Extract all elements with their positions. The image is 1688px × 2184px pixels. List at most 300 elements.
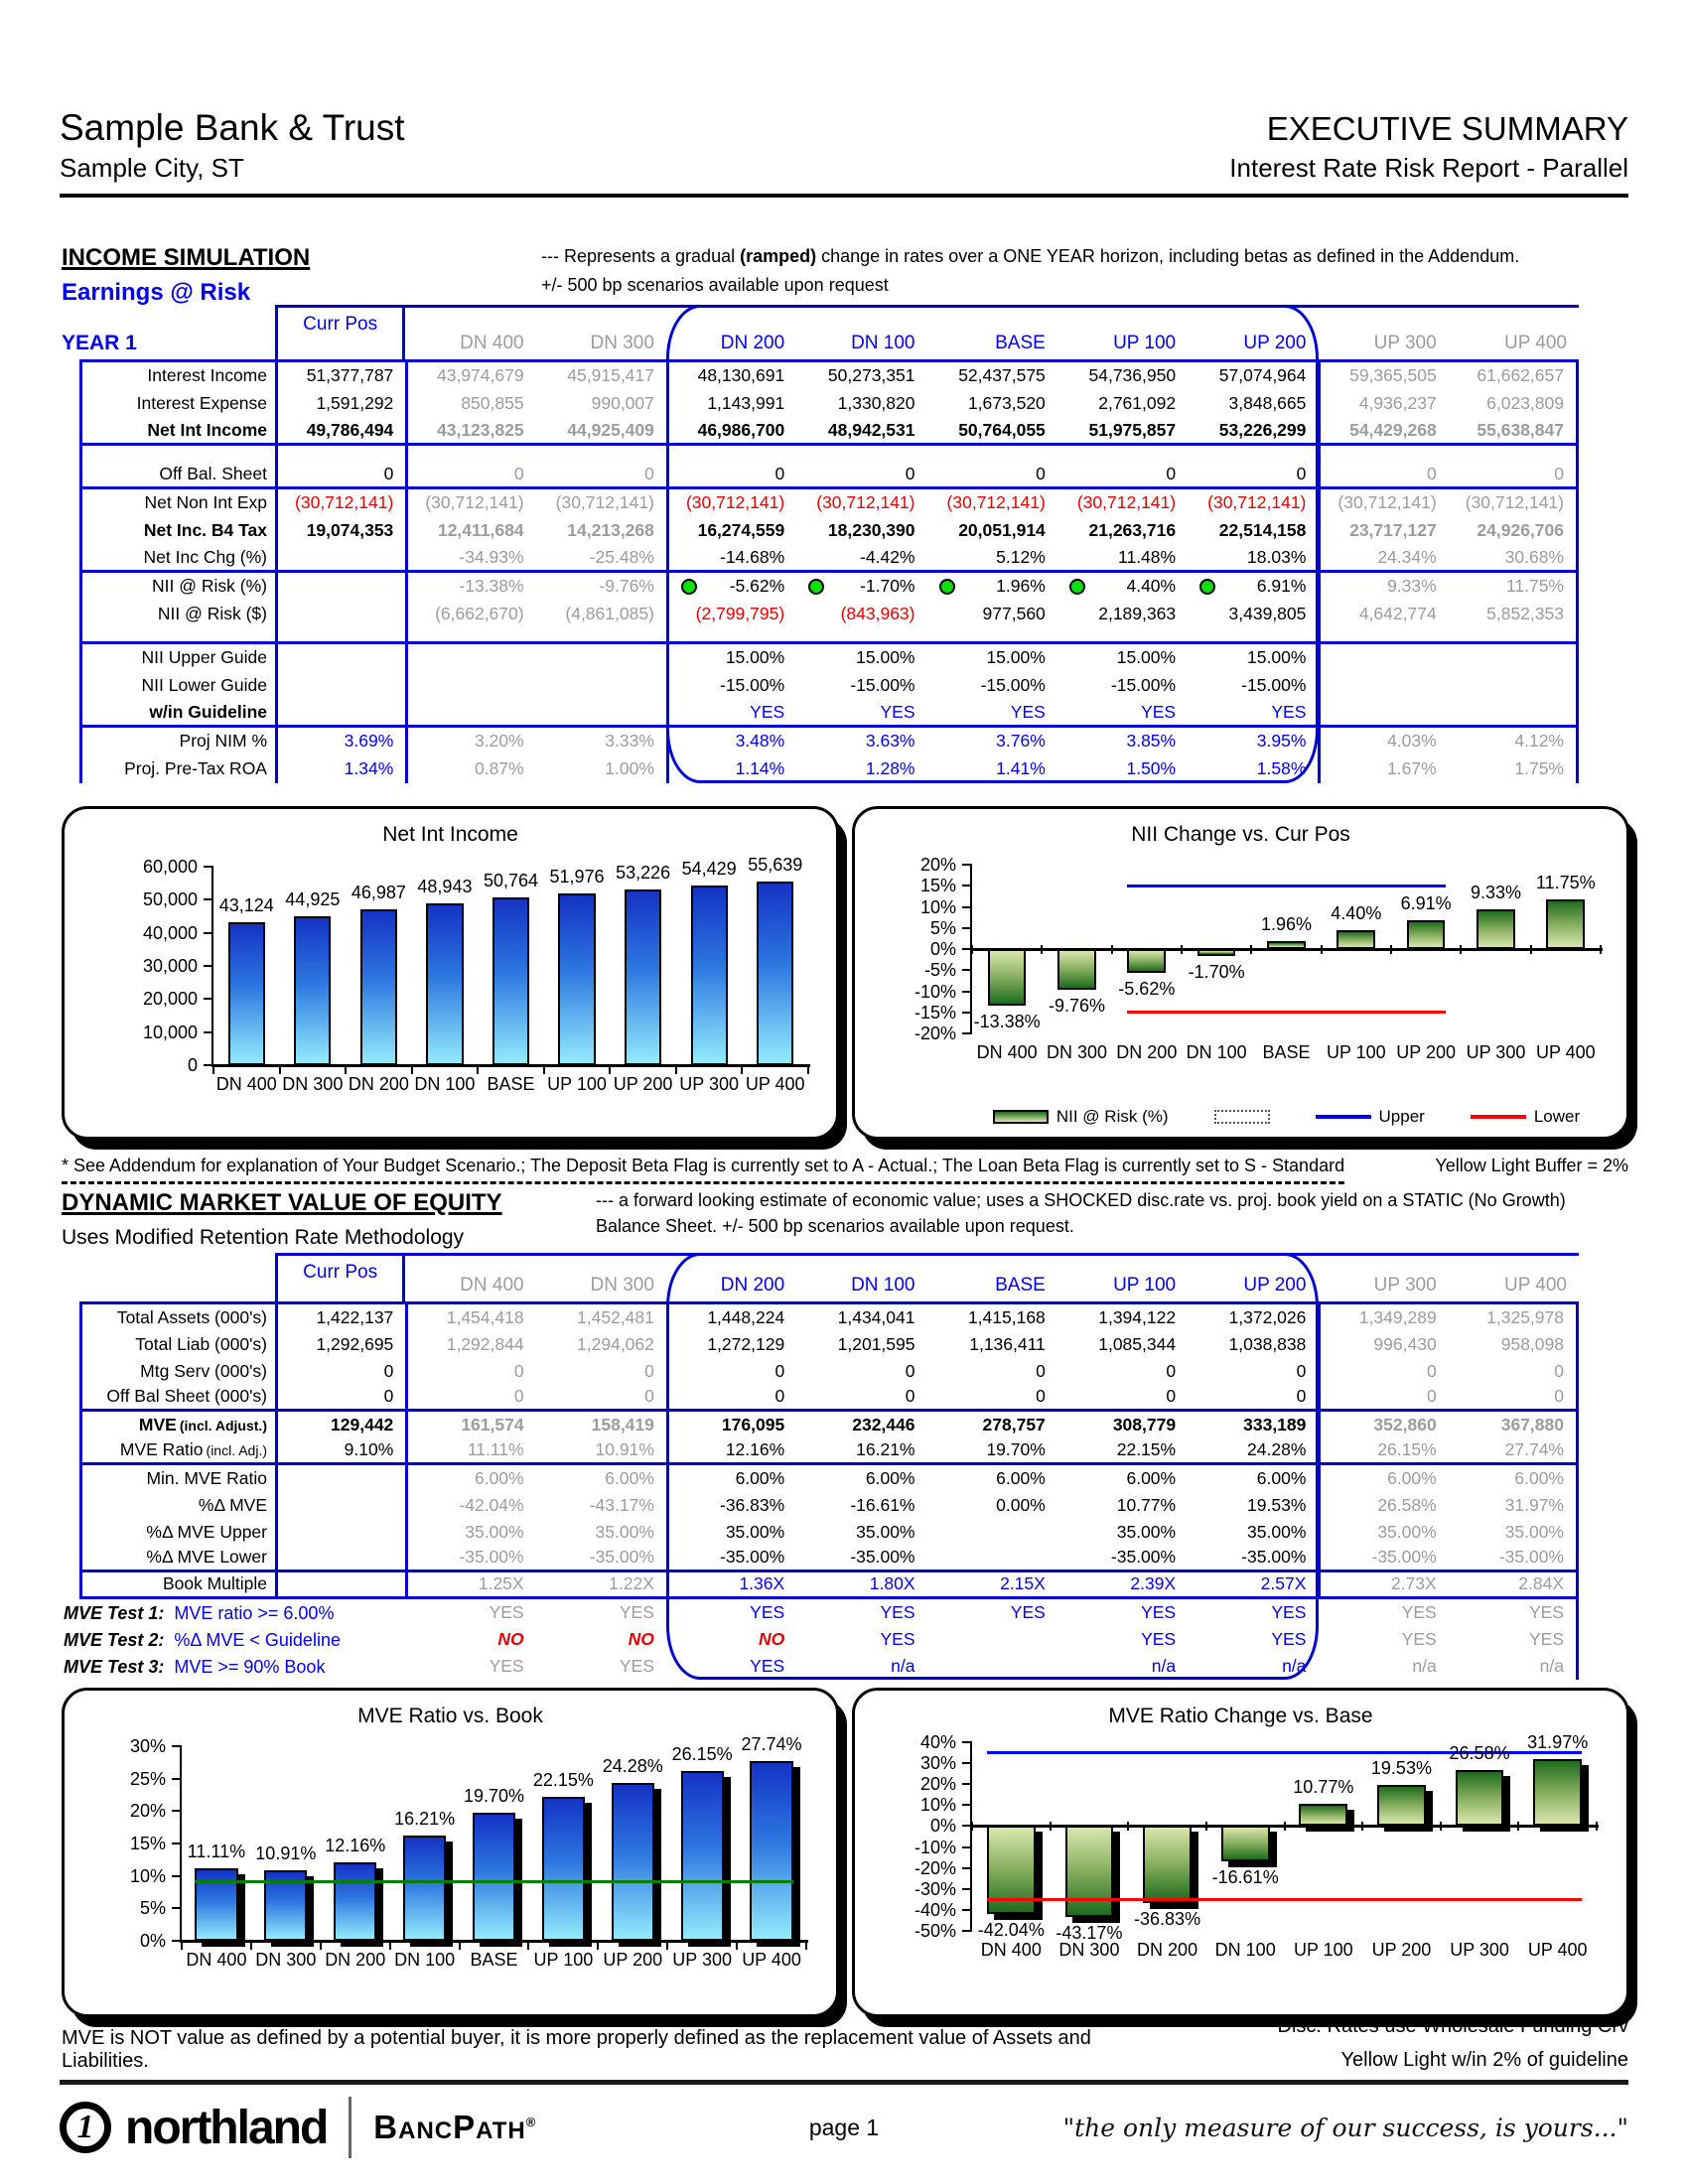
- table-cell: [536, 1519, 666, 1546]
- bar-dn400: [228, 922, 265, 1065]
- bar-value-label: 1.96%: [1260, 913, 1313, 934]
- cell-value: 3,848,665: [1228, 393, 1307, 414]
- y-tick-label: 10%: [129, 1865, 166, 1886]
- lower-guide-line: [1127, 1011, 1445, 1014]
- table-cell: [1057, 1492, 1188, 1519]
- table-cell: [536, 1304, 666, 1331]
- cell-value: 1.22X: [609, 1573, 654, 1594]
- table-cell: [275, 628, 405, 641]
- table-cell: [405, 390, 535, 418]
- x-tick-mark: [1111, 945, 1113, 954]
- cell-value: -35.00%: [589, 1547, 654, 1568]
- table-cell: [405, 644, 535, 672]
- table-cell: [405, 489, 535, 517]
- test-label-prefix: MVE Test 1:: [64, 1602, 165, 1623]
- table-cell: [405, 418, 535, 443]
- cell-value: 12.16%: [725, 1439, 785, 1460]
- table-cell: [405, 1546, 535, 1570]
- x-tick-mark: [1530, 945, 1532, 954]
- mve-ratio-chart: [62, 1688, 839, 2017]
- category-label: UP 200: [1396, 1042, 1457, 1062]
- cell-value: 1,143,991: [707, 393, 785, 414]
- footer-rule: [60, 2080, 1628, 2085]
- table-row: [79, 1358, 1579, 1385]
- x-tick-mark: [1390, 945, 1392, 954]
- table-cell: [405, 1438, 535, 1462]
- table-cell: [275, 489, 405, 517]
- cell-value: 0: [1036, 1386, 1046, 1407]
- x-tick-mark: [1050, 1822, 1052, 1831]
- cell-value: 4.12%: [1514, 731, 1564, 751]
- table-cell: [796, 1492, 926, 1519]
- legend-item: [1471, 1107, 1580, 1127]
- table-row: [79, 700, 1579, 728]
- table-cell: YES: [1141, 1628, 1177, 1649]
- northland-bancpath-logo: [60, 2097, 536, 2158]
- cell-value: 6.91%: [1256, 576, 1307, 597]
- table-cell: YES: [880, 1628, 915, 1649]
- table-cell: YES: [1271, 1601, 1307, 1622]
- table-cell: [927, 1358, 1057, 1385]
- table-cell: [1318, 1519, 1448, 1546]
- category-label: BASE: [487, 1074, 535, 1094]
- table-cell: [927, 1653, 1057, 1680]
- table-row: [79, 1412, 1579, 1438]
- bar-up400: [750, 1761, 792, 1941]
- table-cell: [927, 446, 1057, 462]
- table-cell: [1057, 390, 1188, 418]
- table-cell: n/a: [1449, 1653, 1579, 1680]
- table-cell: [666, 1519, 796, 1546]
- y-tick-label: 20%: [919, 855, 956, 875]
- scenario-header-base: BASE: [927, 305, 1057, 359]
- row-label: %Δ MVE Lower: [79, 1546, 275, 1570]
- footnote-left: * See Addendum for explanation of Your Budget Scenario.; The Deposit Beta Flag is currently set to A - Actual.; The Loan Beta Flag is currently set to S - Standard: [62, 1156, 1344, 1184]
- table-cell: [1449, 672, 1579, 700]
- cell-value: 11.48%: [1118, 546, 1177, 567]
- y-tick-label: -10%: [914, 981, 956, 1002]
- table-row: [79, 1385, 1579, 1412]
- table-cell: [1057, 1546, 1188, 1570]
- table-cell: [275, 1519, 405, 1546]
- table-cell: [1188, 1304, 1318, 1331]
- table-cell: [1188, 390, 1318, 418]
- table-cell: [536, 644, 666, 672]
- table-cell: [536, 1331, 666, 1358]
- table-cell: [1449, 1304, 1579, 1331]
- table-cell: YES: [1141, 1601, 1177, 1622]
- table-cell: [1449, 755, 1579, 783]
- table-cell: [1318, 700, 1448, 725]
- row-label-small: (incl. Adj.): [206, 1442, 267, 1458]
- table-cell: [927, 1519, 1057, 1546]
- y-tick-label: 40,000: [142, 922, 198, 943]
- table-cell: [927, 601, 1057, 628]
- income-section-note: [541, 246, 1604, 296]
- cell-value: -36.83%: [720, 1494, 785, 1515]
- cell-value: 1,136,411: [969, 1333, 1046, 1354]
- y-tick-label: -10%: [914, 1837, 956, 1857]
- table-cell: [666, 418, 796, 443]
- row-label: %Δ MVE: [79, 1492, 275, 1519]
- cell-value: 958,098: [1500, 1333, 1564, 1354]
- bar-value-label: -1.70%: [1188, 962, 1245, 983]
- table-cell: [1188, 1358, 1318, 1385]
- table-cell: [1318, 1465, 1448, 1492]
- cell-value: 0: [1426, 1386, 1437, 1407]
- chart-title: MVE Ratio Change vs. Base: [1108, 1705, 1373, 1727]
- mve-test-row: [64, 1653, 1579, 1680]
- table-cell: [1449, 1572, 1579, 1596]
- table-cell: [1188, 489, 1318, 517]
- scenario-header-up100: UP 100: [1057, 1253, 1188, 1301]
- cell-value: 6.00%: [605, 1467, 654, 1488]
- table-cell: [536, 390, 666, 418]
- cell-value: 18,230,390: [827, 520, 915, 541]
- cell-value: 232,446: [852, 1414, 915, 1434]
- cell-value: 4,642,774: [1358, 604, 1437, 624]
- table-cell: [1318, 1438, 1448, 1462]
- table-cell: [796, 1572, 926, 1596]
- cell-value: 15.00%: [986, 647, 1046, 668]
- category-label: DN 100: [394, 1950, 456, 1970]
- test-row-label: [64, 1599, 405, 1626]
- table-cell: [536, 418, 666, 443]
- table-cell: [405, 1412, 535, 1438]
- category-label: DN 300: [1058, 1940, 1120, 1960]
- cell-value: 1,448,224: [707, 1306, 785, 1327]
- cell-value: 22,514,158: [1218, 520, 1307, 541]
- tagline: "the only measure of our success, is yours...": [1062, 2113, 1628, 2142]
- table-cell: [796, 362, 926, 390]
- cell-value: 3.69%: [344, 731, 394, 751]
- cell-value: 16,274,559: [697, 520, 785, 541]
- cell-value: 1,452,481: [577, 1306, 654, 1327]
- cell-value: 54,736,950: [1088, 365, 1177, 386]
- table-cell: [666, 489, 796, 517]
- table-cell: [1318, 1304, 1448, 1331]
- cell-value: (2,799,795): [695, 604, 785, 624]
- cell-value: -42.04%: [459, 1494, 524, 1515]
- cell-value: 0: [1554, 1360, 1564, 1381]
- y-tick-label: 50,000: [142, 889, 198, 910]
- scenario-header-base: BASE: [927, 1253, 1057, 1301]
- table-cell: [1057, 1358, 1188, 1385]
- cell-value: (30,712,141): [555, 492, 654, 513]
- table-row: [79, 1546, 1579, 1572]
- cell-value: 1.67%: [1387, 758, 1437, 779]
- table-cell: [1318, 545, 1448, 570]
- logo-divider: [349, 2097, 352, 2158]
- table-cell: [796, 573, 926, 601]
- cell-value: 0: [1036, 1360, 1046, 1381]
- table-cell: [666, 755, 796, 783]
- cell-value: 1,085,344: [1098, 1333, 1177, 1354]
- table-cell: [1318, 462, 1448, 486]
- bar-up400: [757, 882, 793, 1065]
- cell-value: (30,712,141): [1337, 492, 1437, 513]
- legend-item: [1316, 1107, 1425, 1127]
- y-tick-label: 15%: [919, 876, 956, 896]
- cell-value: 176,095: [721, 1414, 785, 1434]
- table-cell: [927, 545, 1057, 570]
- cell-value: 1.25X: [478, 1573, 524, 1594]
- table-cell: [796, 446, 926, 462]
- cell-value: 1,394,122: [1098, 1306, 1177, 1327]
- cell-value: 19.53%: [1247, 1494, 1307, 1515]
- bar-value-label: 27.74%: [741, 1733, 802, 1754]
- green-light-icon: [939, 579, 955, 595]
- cell-value: 22.15%: [1116, 1439, 1177, 1460]
- table-cell: [796, 672, 926, 700]
- cell-value: 0: [644, 463, 654, 483]
- bank-name: Sample Bank & Trust: [60, 107, 405, 148]
- y-tick-label: 10%: [919, 896, 956, 917]
- cell-value: 6,023,809: [1486, 393, 1564, 414]
- table-cell: [666, 1546, 796, 1570]
- table-cell: [405, 573, 535, 601]
- category-label: DN 400: [980, 1940, 1042, 1960]
- cell-value: 1,454,418: [446, 1306, 524, 1327]
- cell-value: 278,757: [982, 1414, 1046, 1434]
- bar-value-label: 44,925: [285, 889, 341, 910]
- bar-up100: [1299, 1804, 1347, 1827]
- row-label: Off Bal. Sheet: [79, 462, 275, 486]
- cell-value: 352,860: [1373, 1414, 1437, 1434]
- cell-value: 0: [1426, 1360, 1437, 1381]
- disc-rate-note-line2: Yellow Light w/in 2% of guideline: [1340, 2049, 1628, 2071]
- report-subtitle: Interest Rate Risk Report - Parallel: [1229, 153, 1628, 183]
- cell-value: 1,372,026: [1228, 1306, 1307, 1327]
- table-cell: [666, 1438, 796, 1462]
- year-header-cell: [79, 1253, 275, 1301]
- row-label: NII @ Risk ($): [79, 601, 275, 628]
- test-label-criteria: MVE >= 90% Book: [174, 1656, 326, 1677]
- table-cell: [1188, 1572, 1318, 1596]
- category-label: UP 400: [745, 1074, 805, 1094]
- cell-value: 59,365,505: [1349, 365, 1437, 386]
- note1-post: change in rates over a ONE YEAR horizon, including betas as defined in the Addendum.: [816, 246, 1520, 266]
- category-label: DN 400: [215, 1074, 277, 1094]
- cell-value: 0: [513, 1360, 524, 1381]
- table-cell: [275, 1331, 405, 1358]
- cell-value: YES: [750, 701, 785, 722]
- table-cell: [1057, 1465, 1188, 1492]
- cell-value: -1.70%: [860, 576, 915, 597]
- cell-value: -15.00%: [980, 675, 1046, 696]
- scenario-header-dn400: DN 400: [405, 305, 535, 359]
- table-cell: [666, 628, 796, 641]
- cell-value: 1,272,129: [707, 1333, 785, 1354]
- category-label: UP 200: [1371, 1940, 1432, 1960]
- cell-value: 3.95%: [1256, 731, 1307, 751]
- cell-value: 2.84X: [1518, 1573, 1564, 1594]
- table-cell: [666, 672, 796, 700]
- legend-item: [1214, 1110, 1270, 1124]
- table-cell: [1188, 1385, 1318, 1409]
- cell-value: 0: [905, 1386, 915, 1407]
- table-cell: [1057, 462, 1188, 486]
- table-cell: [405, 517, 535, 545]
- table-cell: [275, 545, 405, 570]
- table-cell: [275, 1465, 405, 1492]
- x-tick-mark: [1127, 1822, 1129, 1831]
- table-cell: [1188, 601, 1318, 628]
- cell-value: 48,130,691: [697, 365, 785, 386]
- x-tick-mark: [389, 1941, 391, 1950]
- table-cell: [536, 1465, 666, 1492]
- table-cell: [1057, 1572, 1188, 1596]
- y-tick-label: 5%: [139, 1898, 166, 1919]
- cell-value: 6.00%: [1256, 1467, 1307, 1488]
- bar-value-label: 19.53%: [1370, 1758, 1432, 1779]
- x-tick-mark: [527, 1941, 529, 1950]
- x-tick-mark: [1181, 945, 1183, 954]
- table-cell: [796, 1385, 926, 1409]
- mve-table: [64, 1253, 1579, 1680]
- table-cell: [536, 1438, 666, 1462]
- table-cell: [1449, 644, 1579, 672]
- table-cell: [796, 644, 926, 672]
- table-cell: [1449, 1492, 1579, 1519]
- category-label: UP 100: [547, 1074, 607, 1094]
- table-cell: n/a: [891, 1655, 915, 1676]
- addendum-footnote: [62, 1156, 1628, 1184]
- table-cell: [405, 755, 535, 783]
- table-cell: [1057, 1412, 1188, 1438]
- cell-value: 52,437,575: [958, 365, 1046, 386]
- cell-value: 6.00%: [865, 1467, 915, 1488]
- row-label: Proj NIM %: [79, 728, 275, 755]
- cell-value: 1,292,844: [446, 1333, 524, 1354]
- table-cell: [1449, 489, 1579, 517]
- cell-value: (4,861,085): [565, 604, 654, 624]
- scenario-header-up400: UP 400: [1449, 305, 1579, 359]
- bar-value-label: -42.04%: [977, 1920, 1045, 1941]
- bar-dn100: [426, 903, 463, 1065]
- table-cell: YES: [750, 1601, 785, 1622]
- table-cell: [666, 700, 796, 725]
- table-row: [79, 1572, 1579, 1599]
- cell-value: -9.76%: [599, 576, 654, 597]
- cell-value: 1.41%: [996, 758, 1046, 779]
- cell-value: 1.58%: [1256, 758, 1307, 779]
- cell-value: 0: [774, 1386, 785, 1407]
- table-row: [79, 728, 1579, 755]
- table-row: [79, 362, 1579, 390]
- book-ratio-line: [195, 1880, 792, 1883]
- table-row: [79, 517, 1579, 545]
- x-tick-mark: [736, 1941, 738, 1950]
- table-cell: [927, 1546, 1057, 1570]
- x-tick-mark: [1460, 945, 1462, 954]
- cell-value: 158,419: [591, 1414, 654, 1434]
- cell-value: -34.93%: [459, 546, 524, 567]
- table-cell: [1449, 1546, 1579, 1570]
- x-tick-mark: [212, 1065, 214, 1074]
- y-tick-label: 10,000: [142, 1022, 198, 1042]
- table-cell: [1318, 628, 1448, 641]
- cell-value: 1,292,695: [316, 1333, 394, 1354]
- table-cell: [405, 1492, 535, 1519]
- row-label: w/in Guideline: [79, 700, 275, 725]
- logo-product: [373, 2109, 536, 2146]
- bar-value-label: 46,987: [351, 883, 406, 903]
- y-tick-label: 0%: [139, 1931, 166, 1951]
- bar-value-label: 50,764: [483, 870, 539, 890]
- table-cell: [536, 1385, 666, 1409]
- x-tick-mark: [543, 1065, 545, 1074]
- scenario-header-up400: UP 400: [1449, 1253, 1579, 1301]
- table-cell: [1057, 672, 1188, 700]
- bar-dn300: [294, 916, 331, 1065]
- table-cell: [796, 517, 926, 545]
- table-cell: [1318, 517, 1448, 545]
- table-cell: [1188, 545, 1318, 570]
- cell-value: 2,761,092: [1098, 393, 1177, 414]
- scenario-header-dn300: DN 300: [536, 305, 666, 359]
- table-cell: [1188, 573, 1318, 601]
- table-cell: YES: [1449, 1599, 1579, 1626]
- table-cell: [1057, 489, 1188, 517]
- bar-value-label: 48,943: [417, 876, 473, 896]
- cell-value: 0: [644, 1360, 654, 1381]
- bar-dn200: [1143, 1826, 1192, 1903]
- table-header-row: [79, 1253, 1579, 1304]
- cell-value: 0.87%: [474, 758, 524, 779]
- bar-value-label: -16.61%: [1211, 1866, 1279, 1887]
- test-row-label: [64, 1653, 405, 1680]
- table-cell: [536, 1358, 666, 1385]
- mve-ratio-change-chart: [852, 1688, 1629, 2017]
- cell-value: 54,429,268: [1349, 419, 1437, 440]
- table-cell: [927, 700, 1057, 725]
- table-cell: [666, 1358, 796, 1385]
- table-row: [79, 1492, 1579, 1519]
- category-label: DN 100: [1214, 1940, 1276, 1960]
- table-cell: [927, 644, 1057, 672]
- bar-value-label: 55,639: [748, 854, 803, 875]
- table-cell: [666, 545, 796, 570]
- table-cell: [536, 1572, 666, 1596]
- table-cell: [1449, 601, 1579, 628]
- cell-value: 1.96%: [996, 576, 1046, 597]
- table-cell: [275, 1438, 405, 1462]
- cell-value: 43,974,679: [437, 365, 524, 386]
- logo-product-ath: ATH: [476, 2117, 526, 2144]
- category-label: UP 300: [672, 1950, 733, 1970]
- row-label: NII Lower Guide: [79, 672, 275, 700]
- table-cell: [1188, 1519, 1318, 1546]
- bar-dn100: [1197, 949, 1236, 956]
- table-cell: [666, 1572, 796, 1596]
- mve-section-title: DYNAMIC MARKET VALUE OF EQUITY: [62, 1189, 502, 1216]
- bar-value-label: 16.21%: [394, 1809, 456, 1830]
- note1-pre: --- Represents a gradual: [541, 246, 741, 266]
- logo-name: northland: [125, 2101, 328, 2154]
- table-cell: [927, 628, 1057, 641]
- y-tick-label: 30%: [129, 1736, 166, 1756]
- bar-dn300: [1065, 1826, 1114, 1916]
- cell-value: (30,712,141): [946, 492, 1046, 513]
- table-cell: [1449, 1385, 1579, 1409]
- table-cell: [796, 601, 926, 628]
- category-label: DN 100: [414, 1074, 476, 1094]
- table-cell: [927, 755, 1057, 783]
- x-tick-mark: [279, 1065, 281, 1074]
- report-title: EXECUTIVE SUMMARY: [1266, 110, 1628, 147]
- table-cell: [927, 489, 1057, 517]
